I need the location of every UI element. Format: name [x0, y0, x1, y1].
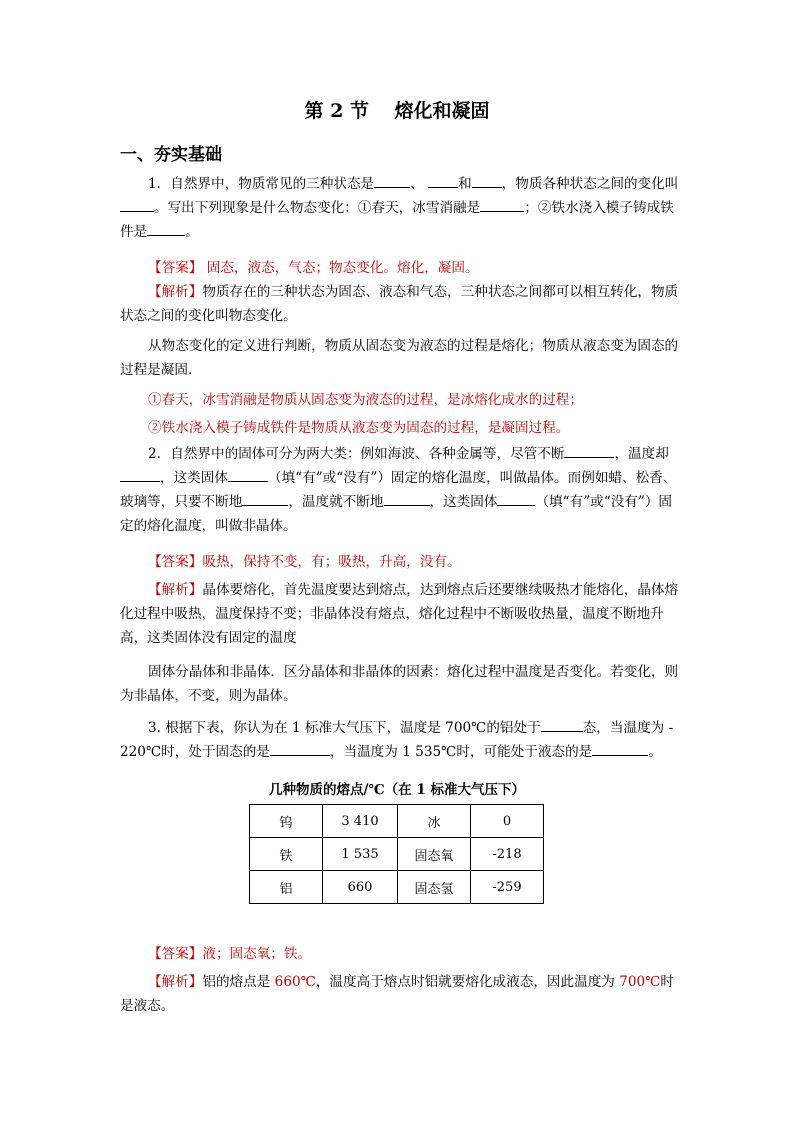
table-cell: 铁	[250, 838, 323, 871]
q2-text: ，温度却	[614, 446, 669, 462]
q2-text: 2．自然界中的固体可分为两大类：例如海波、各种金属等，尽管不断	[148, 446, 565, 462]
q2-analysis	[120, 578, 680, 650]
q3-text: 3. 根据下表，你认为在 1 标准大气压下，温度是 700℃的铝处于	[148, 720, 541, 736]
table-cell: -259	[471, 871, 544, 904]
answer-tag: 【答案】	[148, 946, 203, 962]
table-caption: 几种物质的熔点/℃（在 1 标准大气压下）	[269, 782, 525, 798]
analysis-text: 晶体要熔化，首先温度要达到熔点，达到熔点后还要继续吸热才能熔化，晶体熔化过程中吸热，温度保持不变；非晶体没有熔点，熔化过程中不断吸收热量，温度不断地升高，这类固体没有固定的温度	[120, 582, 679, 646]
table-cell: 冰	[398, 805, 471, 838]
analysis-value: 660℃	[274, 974, 316, 990]
q1-analysis	[120, 280, 680, 328]
q1-blank-3	[472, 173, 502, 188]
q1-blank-6	[147, 221, 185, 236]
q2-text: （填“有”或“没有”）固定的熔化温度，叫做晶体。而例如蜡、松香、玻璃等，只要不断地	[120, 470, 677, 510]
q1-analysis-4: ②铁水浇入模子铸成铁件是物质从液态变为固态的过程，是凝固过程。	[148, 420, 570, 436]
q2-text: ，温度就不断地	[288, 494, 384, 510]
question-2	[120, 442, 680, 538]
q1-text: 、	[410, 176, 424, 192]
q3-answer	[120, 942, 680, 966]
q2-blank-3	[228, 467, 268, 482]
analysis-value: 700℃	[619, 974, 661, 990]
question-1	[120, 172, 680, 244]
question-3	[120, 716, 680, 764]
answer-text: 吸热，保持不变，有；吸热，升高，没有。	[202, 554, 461, 570]
section-heading: 一、夯实基础	[120, 145, 222, 165]
answer-tag: 【答案】	[148, 554, 203, 570]
table-cell: 660	[323, 871, 398, 904]
q3-analysis	[120, 970, 680, 1018]
answer-text: 固态，液态，气态；物态变化。熔化，凝固。	[202, 260, 479, 276]
q2-text: ，这类固体	[160, 470, 228, 486]
table-cell: 铝	[250, 871, 323, 904]
q2-blank-2	[120, 467, 160, 482]
table-cell: 3 410	[323, 805, 398, 838]
q1-blank-5	[480, 197, 524, 212]
q1-text: ；②铁水浇入模子铸成铁件是	[120, 200, 674, 240]
answer-tag: 【答案】	[148, 260, 203, 276]
q1-text: 1．自然界中，物质常见的三种状态是	[148, 176, 375, 192]
table-cell: -218	[471, 838, 544, 871]
q1-blank-1	[374, 173, 410, 188]
q3-text: 。	[648, 744, 662, 760]
q3-blank-3	[592, 741, 648, 756]
analysis-text: 铝的熔点是	[202, 974, 275, 990]
melting-point-table	[249, 804, 544, 904]
q1-text: 。写出下列现象是什么物态变化：①春天，冰雪消融是	[154, 200, 481, 216]
analysis-text: 时是液态。	[120, 974, 674, 1014]
q1-blank-4	[120, 197, 154, 212]
q3-blank-2	[270, 741, 330, 756]
q2-blank-4	[242, 491, 288, 506]
q1-analysis-3: ①春天，冰雪消融是物质从固态变为液态的过程，是冰熔化成水的过程；	[148, 392, 583, 408]
answer-text: 液；固态氧；铁。	[202, 946, 312, 962]
q2-blank-1	[564, 443, 614, 458]
q2-blank-6	[497, 491, 535, 506]
table-cell: 0	[471, 805, 544, 838]
q2-blank-5	[384, 491, 430, 506]
q3-text: ，当温度为 1 535℃时，可能处于液态的是	[329, 744, 593, 760]
page-title: 第 2 节 熔化和凝固	[304, 100, 490, 122]
table-row	[250, 805, 544, 838]
analysis-tag: 【解析】	[148, 284, 203, 300]
q2-analysis-2: 固体分晶体和非晶体．区分晶体和非晶体的因素：熔化过程中温度是否变化。若变化，则为非晶体，不变，则为晶体。	[120, 664, 679, 704]
analysis-tag: 【解析】	[148, 974, 203, 990]
table-row	[250, 871, 544, 904]
table-cell: 固态氧	[398, 838, 471, 871]
analysis-text: 物质存在的三种状态为固态、液态和气态，三种状态之间都可以相互转化，物质状态之间的变化叫物态变化。	[120, 284, 679, 324]
q3-text: 态，当温度为 - 220℃时，处于固态的是	[120, 720, 674, 760]
table-cell: 固态氢	[398, 871, 471, 904]
analysis-text: ，温度高于熔点时铝就要熔化成液态，因此温度为	[315, 974, 620, 990]
q1-analysis-2: 从物态变化的定义进行判断，物质从固态变为液态的过程是熔化；物质从液态变为固态的过程是凝固.	[120, 338, 679, 378]
q3-blank-1	[541, 717, 583, 732]
q1-answer	[120, 256, 680, 280]
q1-blank-2	[428, 173, 458, 188]
q2-answer	[120, 550, 680, 574]
q1-text: ，物质各种状态之间的变化叫	[501, 176, 679, 192]
q1-text: 和	[458, 176, 472, 192]
q2-text: （填“有”或“没有”）固定的熔化温度，叫做非晶体。	[120, 494, 673, 534]
table-cell: 钨	[250, 805, 323, 838]
table-row	[250, 838, 544, 871]
analysis-tag: 【解析】	[148, 582, 203, 598]
q1-text: 。	[185, 224, 199, 240]
table-cell: 1 535	[323, 838, 398, 871]
q2-text: ，这类固体	[429, 494, 498, 510]
